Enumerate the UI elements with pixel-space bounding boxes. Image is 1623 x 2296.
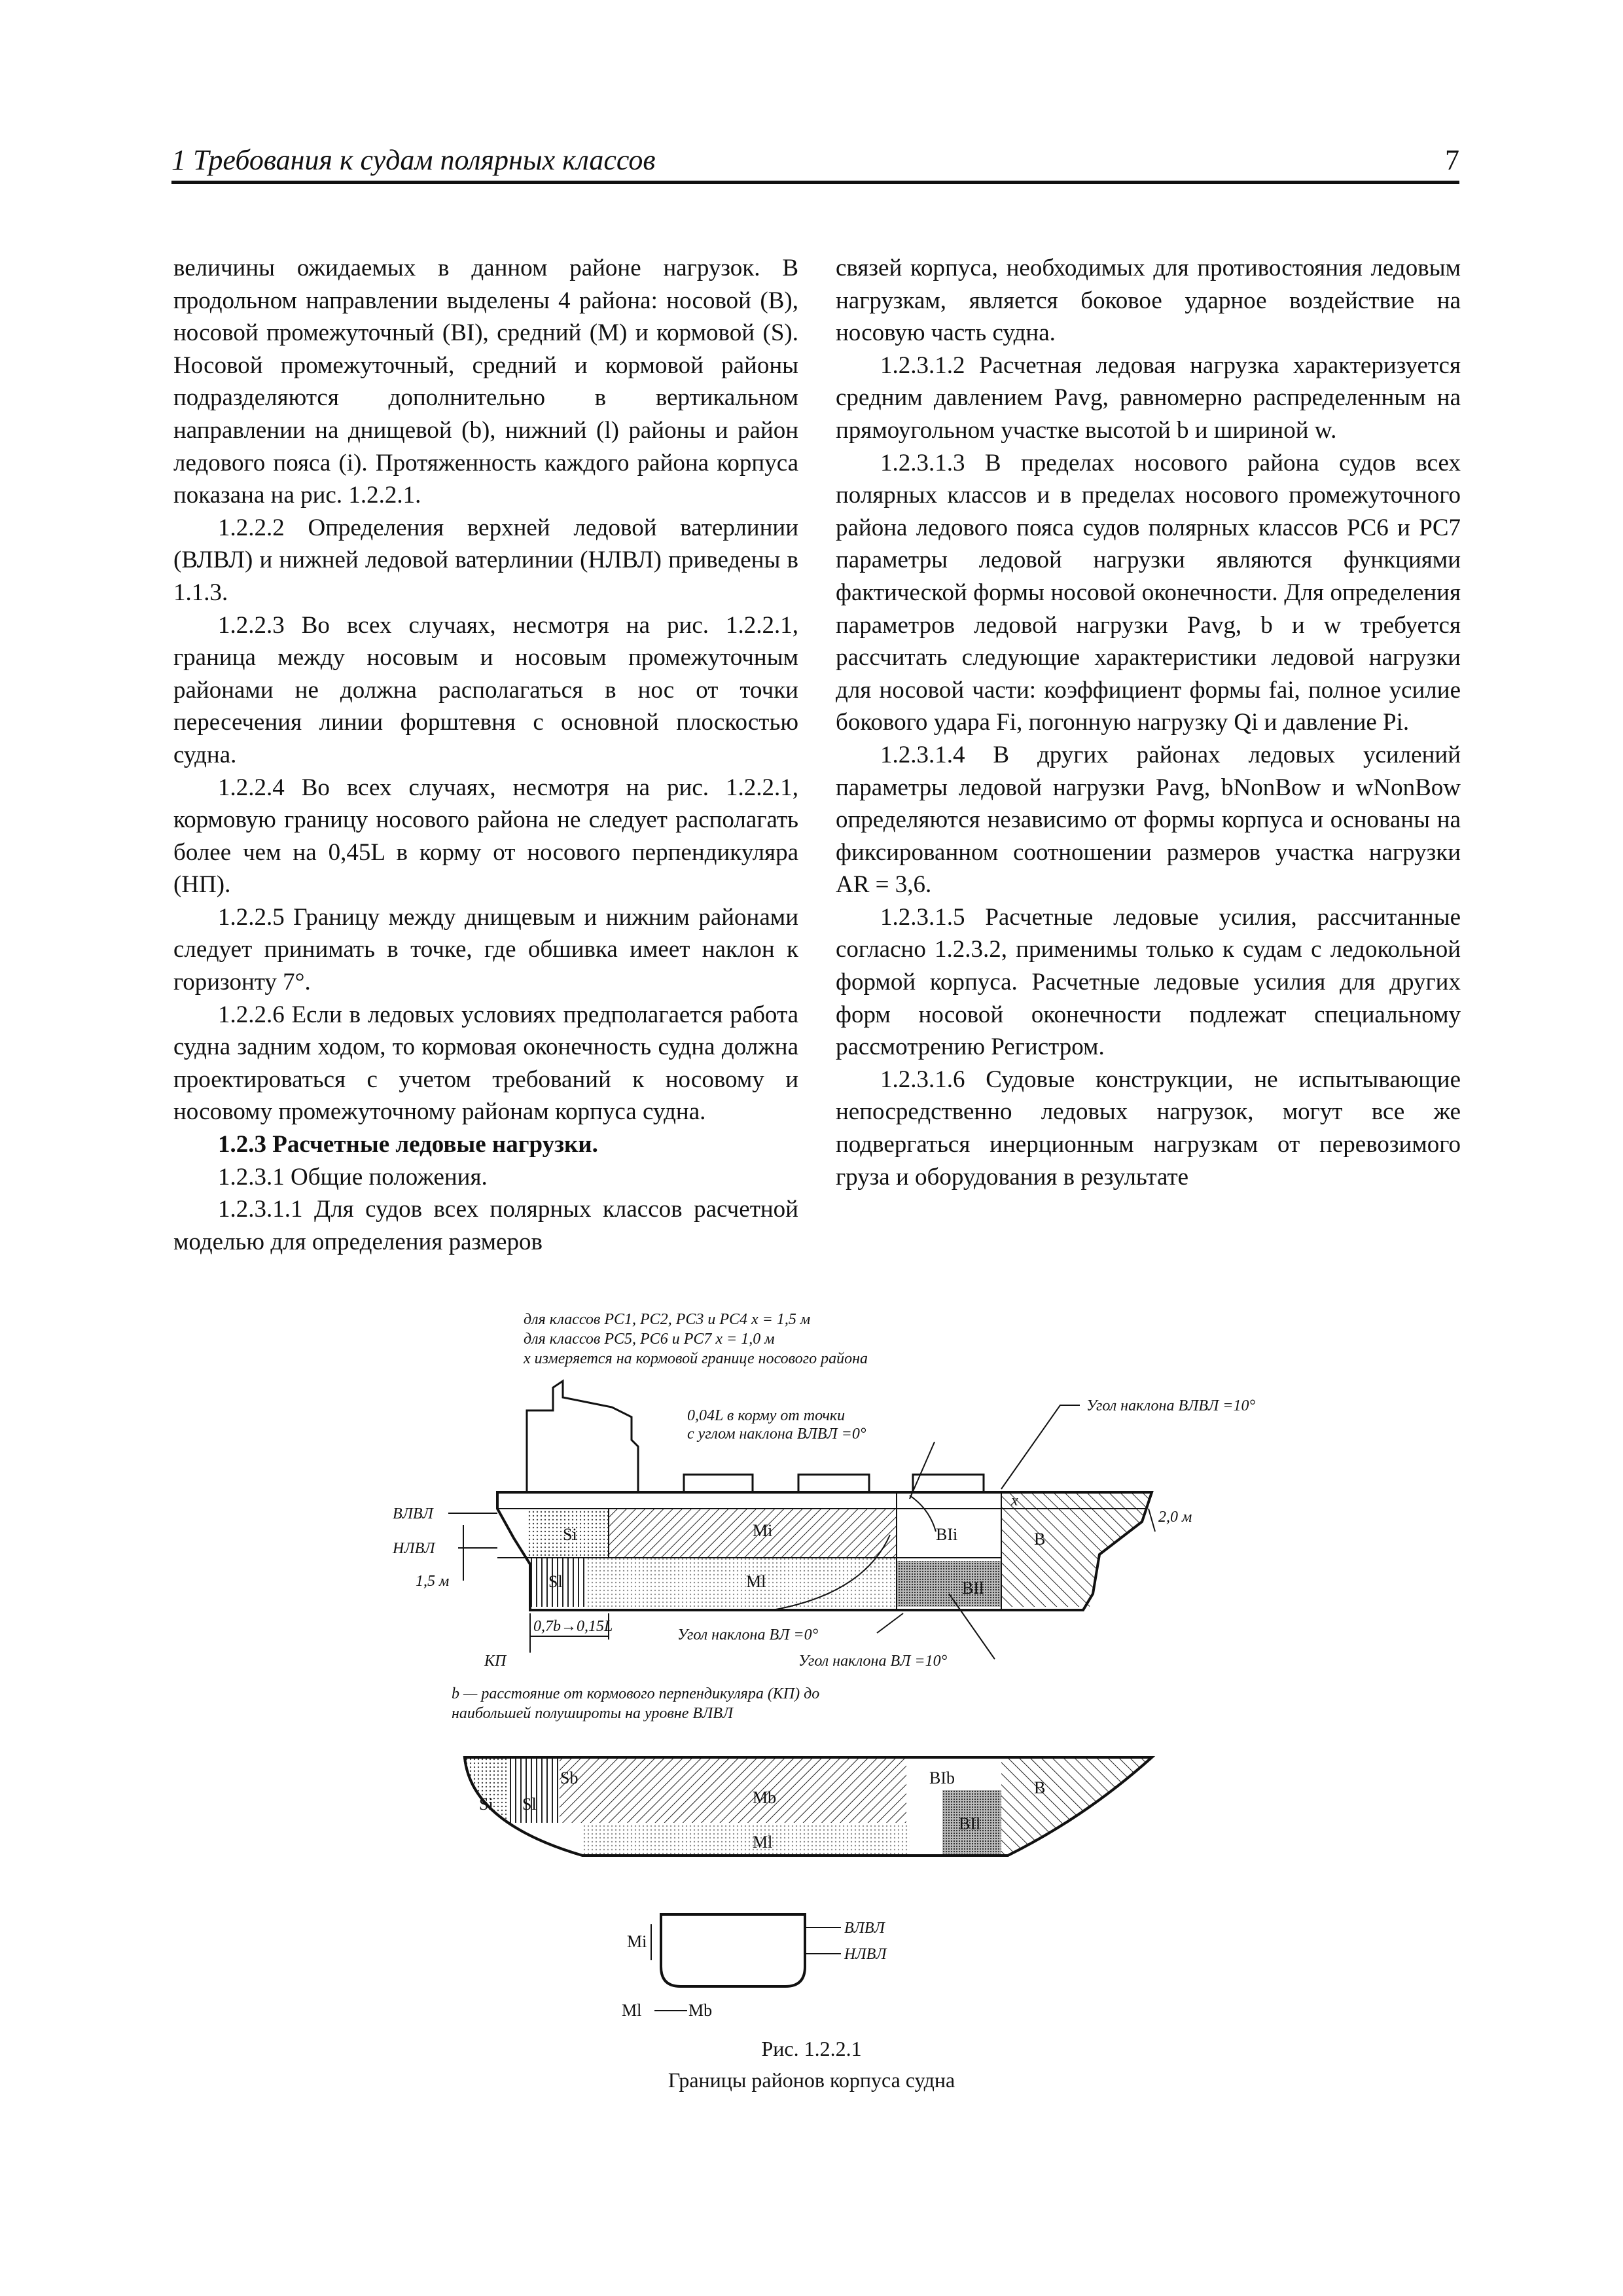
angle-top-label: Угол наклона ВЛВЛ =10° — [1086, 1397, 1256, 1414]
bow-note-line-1: 0,04L в корму от точки — [687, 1407, 846, 1424]
label-1-5m: 1,5 м — [416, 1573, 450, 1590]
superstructure — [527, 1381, 638, 1492]
plan-label-ml: Ml — [753, 1833, 773, 1852]
note-line-1: для классов PC1, PC2, PC3 и PC4 x = 1,5 м — [524, 1311, 811, 1328]
zone-label-si: Si — [563, 1525, 577, 1544]
zone-b — [1001, 1492, 1152, 1607]
note-line-3: x измеряется на кормовой границе носового района — [524, 1350, 868, 1367]
paragraph: связей корпуса, необходимых для противостояния ледовым нагрузкам, является боковое ударное воздействие на носовую часть судна. — [836, 255, 1461, 347]
plan-label-b: B — [1034, 1778, 1046, 1797]
midship-section — [661, 1914, 805, 1986]
zone-label-mi: Mi — [753, 1521, 773, 1540]
section-label-nlvl: НЛВЛ — [844, 1946, 887, 1963]
paragraph: 1.2.3.1.2 Расчетная ледовая нагрузка характеризуется средним давлением Pavg, равномерно распределенным на прямоугольном участке высотой b и шириной w. — [836, 351, 1461, 444]
right-column — [836, 252, 1461, 1193]
paragraph: 1.2.3.1.5 Расчетные ледовые усилия, рассчитанные согласно 1.2.3.2, применимы только к судам с ледокольной формой корпуса. Расчетные ледовые усилия для других форм носовой оконечности подлежат специальному рассмотрению Регистром. — [836, 903, 1461, 1061]
left-column — [173, 252, 798, 1258]
b-note-line-1: b — расстояние от кормового перпендикуляра (КП) до — [452, 1685, 820, 1702]
page-number: 7 — [1445, 144, 1459, 176]
label-2m: 2,0 м — [1158, 1509, 1192, 1526]
paragraph: 1.2.2.4 Во всех случаях, несмотря на рис. 1.2.2.1, кормовую границу носового района не следует располагать более чем на 0,45L в корму от носового перпендикуляра (НП). — [173, 774, 798, 899]
paragraph: 1.2.2.6 Если в ледовых условиях предполагается работа судна задним ходом, то кормовая оконечность судна должна проектироваться с учетом требований к носовому и носовому промежуточному районам корпуса судна. — [173, 1001, 798, 1126]
label-vlvl: ВЛВЛ — [393, 1505, 433, 1522]
bow-note-line-2: с углом наклона ВЛВЛ =0° — [687, 1426, 866, 1443]
hull-zones-diagram — [366, 1306, 1296, 2124]
paragraph: 1.2.3.1.3 В пределах носового района судов всех полярных классов и в пределах носового промежуточного района ледового пояса судов полярных классов PC6 и PC7 параметры ледовой нагрузки являются функциями фактической формы носовой оконечности. Для определения параметров ледовой нагрузки Pavg, b и w требуется рассчитать следующие характеристики ледовой нагрузки для носовой части: коэффициент формы fai, полное усилие бокового удара Fi, погонную нагрузку Qi и давление Pi. — [836, 449, 1461, 736]
paragraph: 1.2.3.1.1 Для судов всех полярных классов расчетной моделью для определения размеров — [173, 1196, 798, 1255]
hatch-cover — [798, 1475, 869, 1492]
label-x: x — [1011, 1492, 1018, 1509]
zone-label-bii: BIi — [936, 1525, 958, 1544]
header-title: 1 Требования к судам полярных классов — [171, 144, 656, 176]
hatch-cover — [913, 1475, 984, 1492]
section-label-ml: Ml — [622, 2001, 642, 2020]
paragraph: величины ожидаемых в данном районе нагрузок. В продольном направлении выделены 4 района: носовой (B), носовой промежуточный (BI), средний (M) и кормовой (S). Носовой промежуточный, средний и кормовой районы подразделяются дополнительно в вертикальном направлении на днищевой (b), нижний (l) районы и район ледового пояса (i). Протяженность каждого района корпуса показана на рис. 1.2.2.1. — [173, 255, 798, 509]
subsection-heading: 1.2.3.1 Общие положения. — [218, 1163, 488, 1191]
zone-label-sl: Sl — [548, 1572, 563, 1591]
section-label-mi: Mi — [627, 1932, 647, 1951]
plan-label-sb: Sb — [560, 1768, 579, 1787]
hatch-cover — [684, 1475, 753, 1492]
section-heading: 1.2.3 Расчетные ледовые нагрузки. — [218, 1131, 598, 1158]
zone-bil — [897, 1561, 1001, 1607]
section-label-vlvl: ВЛВЛ — [844, 1920, 885, 1937]
figure-number: Рис. 1.2.2.1 — [761, 2037, 862, 2060]
zone-label-ml: Ml — [746, 1572, 766, 1591]
plan-label-bib: BIb — [929, 1768, 955, 1787]
b-note-line-2: наибольшей полуширoты на уровне ВЛВЛ — [452, 1705, 734, 1722]
paragraph: 1.2.3.1.4 В других районах ледовых усилений параметры ледовой нагрузки Pavg, bNonBow и wNonBow определяются независимо от формы корпуса и основаны на фиксированном соотношении размеров участка нагрузки AR = 3,6. — [836, 741, 1461, 899]
running-header — [171, 144, 1459, 184]
label-angle-bl10: Угол наклона ВЛ =10° — [798, 1653, 948, 1670]
label-span: 0,7b→0,15L — [533, 1618, 613, 1635]
figure-hull-zones — [366, 1306, 1296, 2124]
plan-label-mb: Mb — [753, 1788, 777, 1807]
paragraph: 1.2.2.5 Границу между днищевым и нижним районами следует принимать в точке, где обшивка имеет наклон к горизонту 7°. — [173, 903, 798, 996]
label-kp: КП — [484, 1653, 507, 1670]
plan-label-si: Si — [479, 1795, 493, 1814]
section-label-mb: Mb — [688, 2001, 713, 2020]
paragraph: 1.2.2.3 Во всех случаях, несмотря на рис. 1.2.2.1, граница между носовым и носовым промежуточным районами не должна располагаться в нос от точки пересечения линии форштевня с основной плоскостью судна. — [173, 611, 798, 768]
zone-label-b: B — [1034, 1530, 1046, 1549]
plan-label-sl: Sl — [522, 1795, 537, 1814]
label-nlvl: НЛВЛ — [393, 1540, 435, 1557]
zone-label-bil: BIl — [962, 1579, 984, 1598]
figure-caption: Границы районов корпуса судна — [668, 2068, 955, 2092]
note-line-2: для классов PC5, PC6 и PC7 x = 1,0 м — [524, 1331, 775, 1348]
plan-label-bil: BIl — [959, 1814, 981, 1833]
paragraph: 1.2.3.1.6 Судовые конструкции, не испытывающие непосредственно ледовых нагрузок, могут все же подвергаться инерционным нагрузкам от перевозимого груза и оборудования в результате — [836, 1066, 1461, 1191]
label-angle-bl0: Угол наклона ВЛ =0° — [677, 1626, 819, 1643]
paragraph: 1.2.2.2 Определения верхней ледовой ватерлинии (ВЛВЛ) и нижней ледовой ватерлинии (НЛВЛ) приведены в 1.1.3. — [173, 514, 798, 606]
